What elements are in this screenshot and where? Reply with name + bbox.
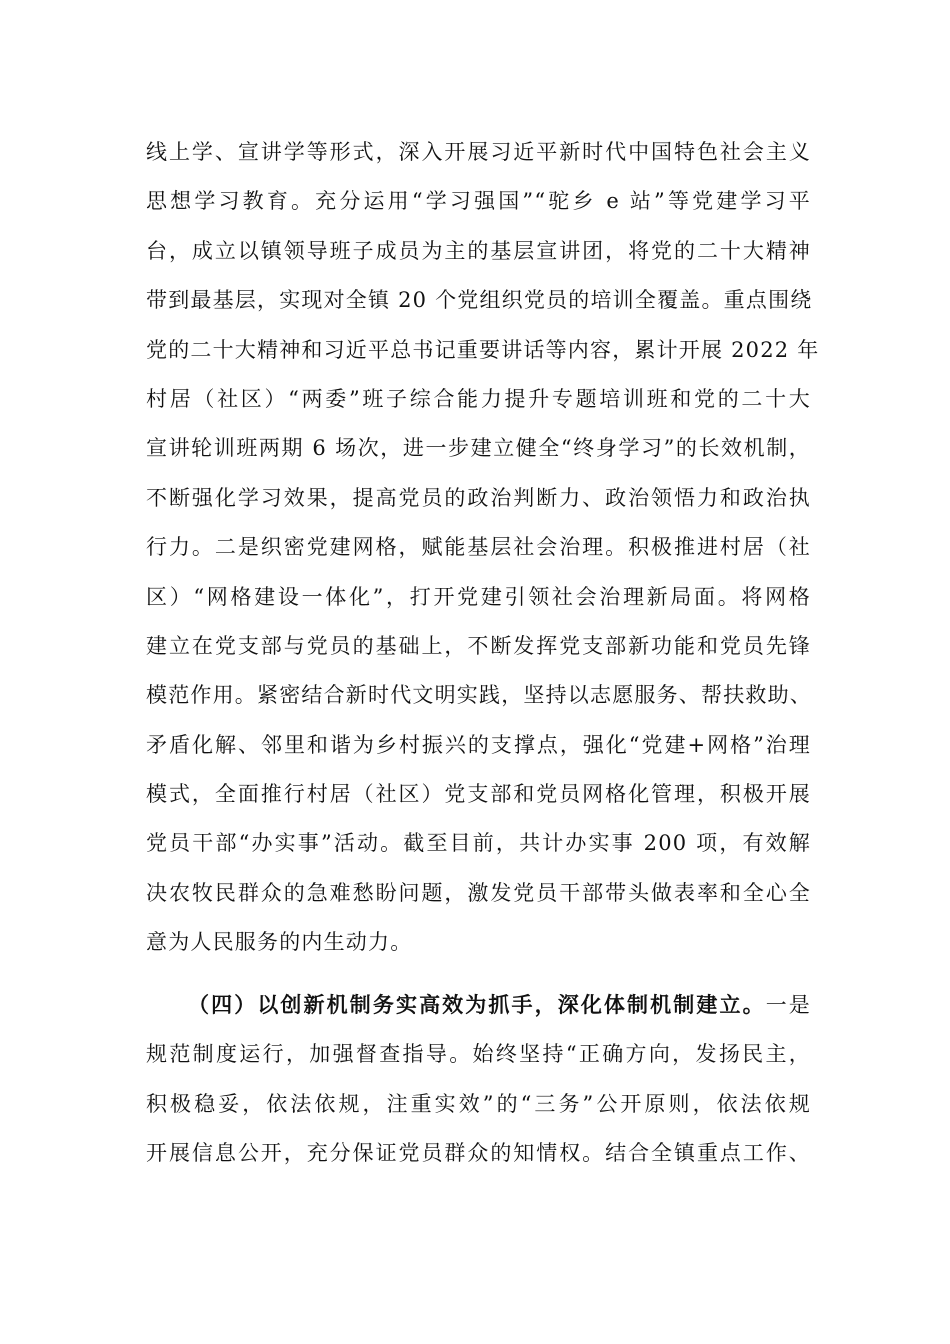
text-line: 村居（社区）“两委”班子综合能力提升专题培训班和党的二十大: [146, 386, 811, 411]
text-line: 积极稳妥，依法依规，注重实效”的“三务”公开原则，依法依规: [146, 1091, 811, 1116]
text-line: 线上学、宣讲学等形式，深入开展习近平新时代中国特色社会主义: [146, 140, 811, 164]
text-line: 建立在党支部与党员的基础上，不断发挥党支部新功能和党员先锋: [146, 633, 811, 658]
text-line: 带到最基层，实现对全镇 20 个党组织党员的培训全覆盖。重点围绕: [146, 288, 813, 313]
text-line: 区）“网格建设一体化”，打开党建引领社会治理新局面。将网格: [146, 584, 811, 609]
text-line: 党的二十大精神和习近平总书记重要讲话等内容，累计开展 2022 年: [146, 337, 820, 362]
text-line: 模范作用。紧密结合新时代文明实践，坚持以志愿服务、帮扶救助、: [146, 683, 812, 708]
text-line: 模式，全面推行村居（社区）党支部和党员网格化管理，积极开展: [146, 782, 811, 807]
text-line: 行力。二是织密党建网格，赋能基层社会治理。积极推进村居（社: [146, 535, 811, 560]
text-line: 思想学习教育。充分运用“学习强国”“驼乡 e 站”等党建学习平: [146, 189, 811, 214]
paragraph-1: [146, 128, 820, 968]
text-line: 党员干部“办实事”活动。截至目前，共计办实事 200 项，有效解: [146, 831, 811, 856]
text-line: 开展信息公开，充分保证党员群众的知情权。结合全镇重点工作、: [146, 1141, 811, 1166]
text-line: 台，成立以镇领导班子成员为主的基层宣讲团，将党的二十大精神: [146, 238, 811, 263]
section-heading: （四）以创新机制务实高效为抓手，深化体制机制建立。: [188, 993, 766, 1017]
text-line: 宣讲轮训班两期 6 场次，进一步建立健全“终身学习”的长效机制，: [146, 436, 811, 461]
paragraph-2: [146, 981, 811, 1179]
text-line: 不断强化学习效果，提高党员的政治判断力、政治领悟力和政治执: [146, 485, 811, 510]
text-line: 矛盾化解、邻里和谐为乡村振兴的支撑点，强化“党建+网格”治理: [146, 732, 811, 757]
text-line: 意为人民服务的内生动力。: [146, 930, 413, 955]
text-line: 规范制度运行，加强督查指导。始终坚持“正确方向，发扬民主，: [146, 1042, 811, 1067]
heading-line-rest: 一是: [765, 993, 811, 1017]
text-line: 决农牧民群众的急难愁盼问题，激发党员干部带头做表率和全心全: [146, 880, 811, 905]
paragraph-heading-line: [146, 981, 811, 1030]
